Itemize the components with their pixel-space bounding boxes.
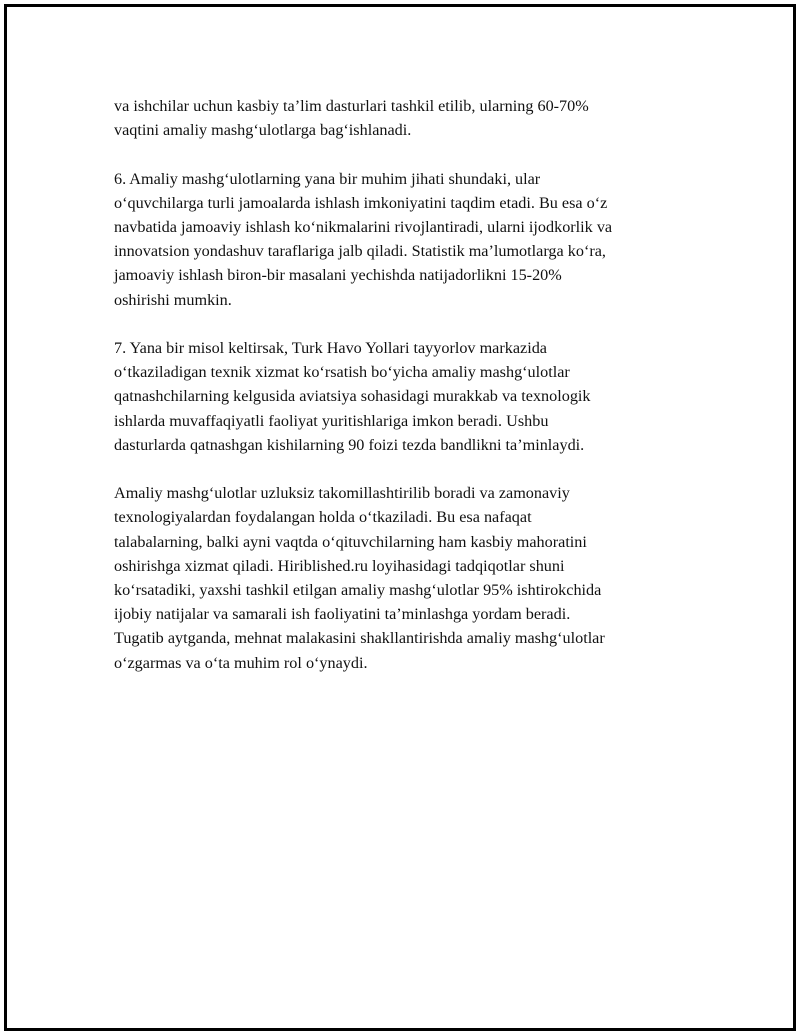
text-line: talabalarning, balki ayni vaqtda o‘qituvchilarning ham kasbiy mahoratini: [114, 532, 587, 551]
text-line: o‘tkaziladigan texnik xizmat ko‘rsatish bo‘yicha amaliy mashg‘ulotlar: [114, 363, 570, 382]
text-line: 7. Yana bir misol keltirsak, Turk Havo Yollari tayyorlov markazida: [114, 339, 547, 357]
text-line: innovatsion yondashuv taraflariga jalb qiladi. Statistik ma’lumotlarga ko‘ra,: [114, 242, 606, 261]
text-line: qatnashchilarning kelgusida aviatsiya sohasidagi murakkab va texnologik: [114, 387, 591, 406]
text-line: Amaliy mashg‘ulotlar uzluksiz takomillashtirilib boradi va zamonaviy: [114, 484, 570, 503]
paragraph-3: [114, 336, 674, 457]
text-line: texnologiyalardan foydalangan holda o‘tkaziladi. Bu esa nafaqat: [114, 508, 532, 527]
text-line: o‘quvchilarga turli jamoalarda ishlash imkoniyatini taqdim etadi. Bu esa o‘z: [114, 193, 608, 212]
text-line: o‘zgarmas va o‘ta muhim rol o‘ynaydi.: [114, 653, 368, 672]
text-line: navbatida jamoaviy ishlash ko‘nikmalarini rivojlantiradi, ularni ijodkorlik va: [114, 218, 613, 236]
paragraph-1: [114, 94, 674, 142]
text-line: ko‘rsatadiki, yaxshi tashkil etilgan amaliy mashg‘ulotlar 95% ishtirokchida: [114, 581, 602, 600]
text-line: dasturlarda qatnashgan kishilarning 90 foizi tezda bandlikni ta’minlaydi.: [114, 435, 585, 454]
text-line: 6. Amaliy mashg‘ulotlarning yana bir muhim jihati shundaki, ular: [114, 169, 541, 188]
text-line: ishlarda muvaffaqiyatli faoliyat yuritishlariga imkon beradi. Ushbu: [114, 411, 549, 430]
paragraph-4: [114, 481, 674, 675]
document-body: [114, 94, 674, 699]
text-line: va ishchilar uchun kasbiy ta’lim dasturlari tashkil etilib, ularning 60-70%: [114, 97, 589, 115]
text-line: vaqtini amaliy mashg‘ulotlarga bag‘ishlanadi.: [114, 121, 412, 140]
paragraph-2: [114, 167, 674, 312]
text-line: oshirishi mumkin.: [114, 290, 232, 309]
text-line: jamoaviy ishlash biron-bir masalani yechishda natijadorlikni 15-20%: [114, 266, 562, 285]
text-line: Tugatib aytganda, mehnat malakasini shakllantirishda amaliy mashg‘ulotlar: [114, 629, 605, 648]
text-line: ijobiy natijalar va samarali ish faoliyatini ta’minlashga yordam beradi.: [114, 605, 571, 624]
text-line: oshirishga xizmat qiladi. Hiriblished.ru loyihasidagi tadqiqotlar shuni: [114, 556, 565, 575]
